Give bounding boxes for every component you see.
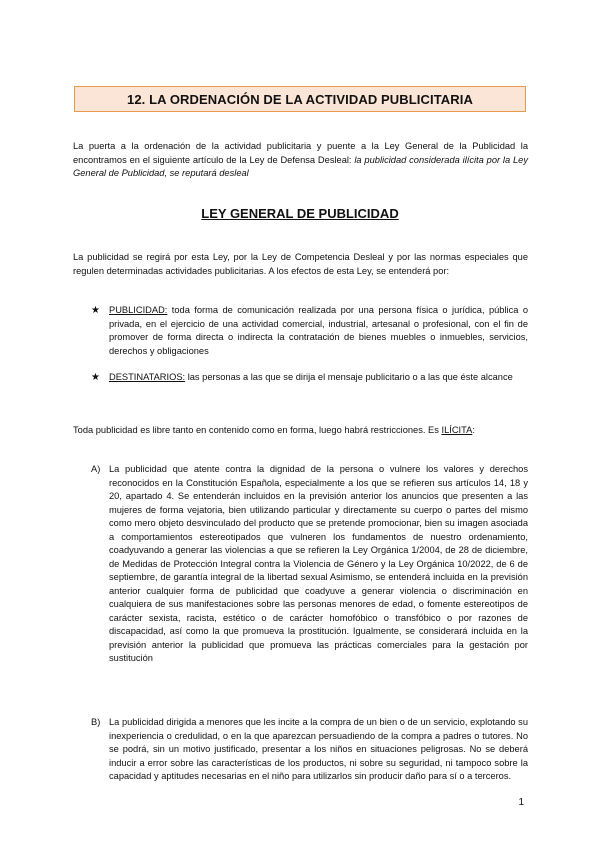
definition-publicidad: [91, 304, 528, 358]
intro-text: La puerta a la ordenación de la actividad publicitaria y puente a la Ley General de la Publicidad la encontramos en el siguiente artículo de la Ley de Defensa Desleal:: [73, 141, 528, 165]
intro-italic-quote: la publicidad considerada ilícita por la Ley General de Publicidad, se reputará desleal: [73, 154, 528, 178]
freedom-end: :: [472, 425, 475, 435]
chapter-title: 12. LA ORDENACIÓN DE LA ACTIVIDAD PUBLICITARIA: [127, 91, 473, 107]
list-item-b: [91, 716, 528, 784]
list-item-text: La publicidad dirigida a menores que les incite a la compra de un bien o de un servicio, explotando su inexperiencia o credulidad, o en la que aparezcan persuadiendo de la compra a padres o tutores. No se podrá, sin un motivo justificado, presentar a los niños en situaciones peligrosas. No se deberá inducir a error sobre las características de los productos, ni sobre su seguridad, ni tampoco sobre la capacidad y aptitudes necesarias en el niño para utilizarlos sin producir daño para sí o a terceros.: [109, 717, 528, 781]
list-item-text: La publicidad que atente contra la dignidad de la persona o vulnere los valores y derechos reconocidos en la Constitución Española, especialmente a los que se refieren sus artículos 14, 18 y 20, apartado 4. Se entenderán incluidos en la previsión anterior los anuncios que presenten a las mujeres de forma vejatoria, bien utilizando particular y directamente su cuerpo o partes del mismo como mero objeto desvinculado del producto que se pretende promocionar, bien su imagen asociada a comportamientos estereotipados que vulneren los fundamentos de nuestro ordenamiento, coadyuvando a generar las violencias a que se refieren la Ley Orgánica 1/2004, de 28 de diciembre, de Medidas de Protección Integral contra la Violencia de Género y la Ley Orgánica 10/2022, de 6 de septiembre, de garantía integral de la libertad sexual Asimismo, se entenderá incluida en la previsión anterior cualquier forma de publicidad que coadyuve a generar violencia o discriminación en cualquiera de sus manifestaciones sobre las personas menores de edad, o fomente estereotipos de carácter sexista, racista, estético o de carácter homofóbico o transfóbico o por razones de discapacidad, así como la que promueva la prostitución. Igualmente, se considerará incluida en la previsión anterior la publicidad que promueva las prácticas comerciales para la gestación por sustitución: [109, 464, 528, 663]
intro-paragraph: [73, 140, 528, 181]
list-marker: A): [91, 464, 101, 474]
star-bullet-icon: ★: [91, 372, 100, 383]
definition-text: las personas a las que se dirija el mensaje publicitario o a las que éste alcance: [185, 372, 513, 382]
definition-term: PUBLICIDAD:: [109, 305, 168, 315]
section-title: LEY GENERAL DE PUBLICIDAD: [201, 206, 399, 221]
definition-text: toda forma de comunicación realizada por una persona física o jurídica, pública o privada, en el ejercicio de una actividad comercial, industrial, artesanal o profesional, con el fin de promover de forma directa o indirecta la contratación de bienes muebles o inmuebles, servicios, derechos y obligaciones: [109, 305, 528, 356]
list-marker: B): [91, 717, 101, 727]
definition-term: DESTINATARIOS:: [109, 372, 186, 382]
page-number: 1: [518, 797, 524, 808]
illicit-term: ILÍCITA: [441, 425, 473, 435]
chapter-title-box: [74, 86, 526, 112]
freedom-text: Toda publicidad es libre tanto en contenido como en forma, luego habrá restricciones. Es: [73, 425, 442, 435]
star-bullet-icon: ★: [91, 305, 100, 316]
list-item-a: [91, 463, 528, 666]
definition-destinatarios: [91, 371, 528, 385]
illicit-intro-paragraph: [73, 424, 528, 438]
section-intro-paragraph: La publicidad se regirá por esta Ley, por la Ley de Competencia Desleal y por las normas especiales que regulen determinadas actividades publicitarias. A los efectos de esta Ley, se entenderá por:: [73, 252, 528, 276]
